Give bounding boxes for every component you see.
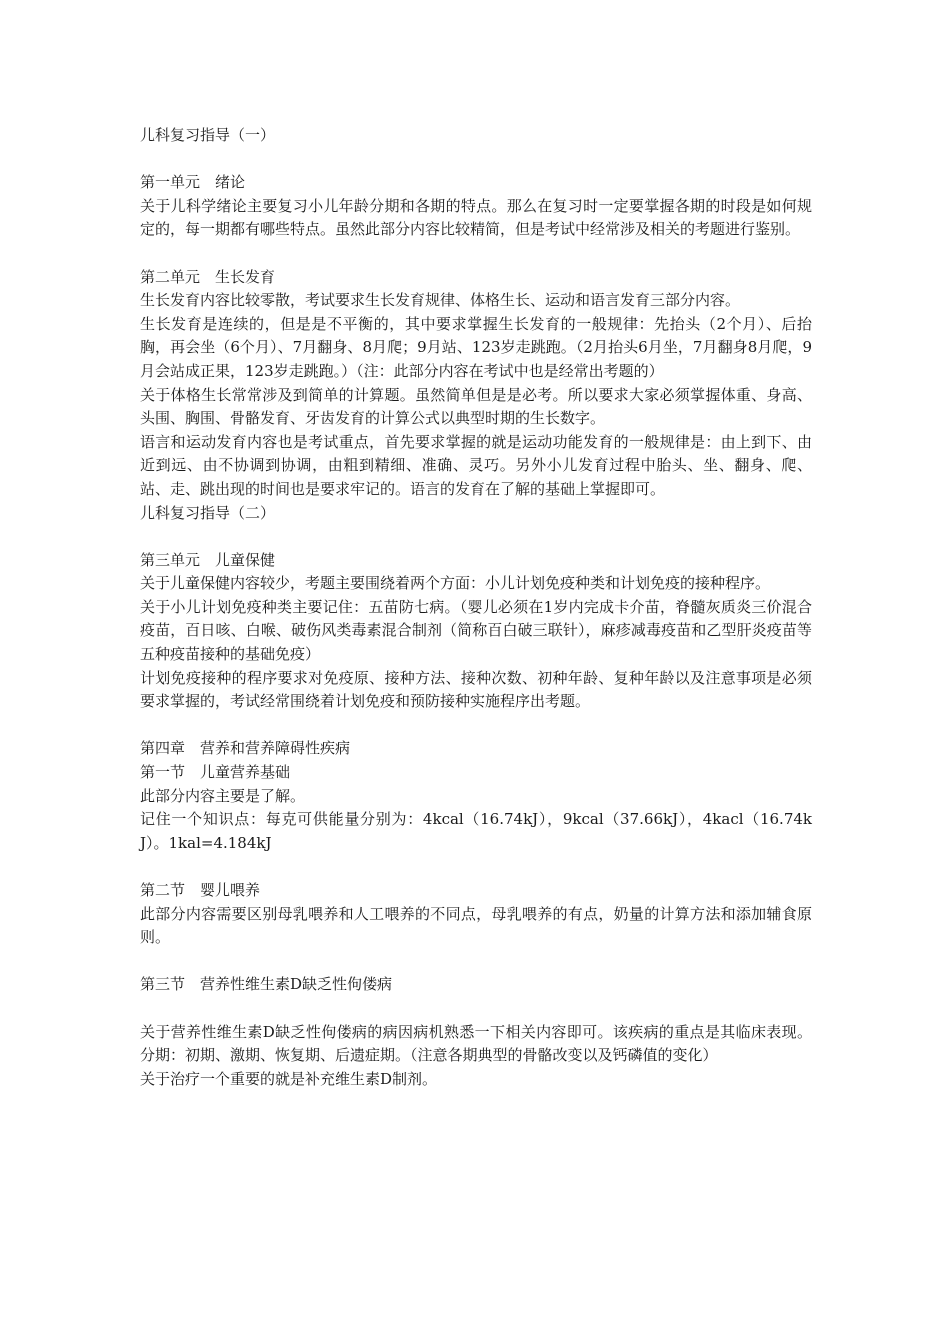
unit2-heading: 第二单元 生长发育 (140, 267, 276, 286)
unit3-heading: 第三单元 儿童保健 (140, 550, 276, 569)
spacer (140, 997, 812, 1021)
unit2-paragraph-3: 关于体格生长常常涉及到简单的计算题。虽然简单但是是必考。所以要求大家必须掌握体重、身高、头围、胸围、骨骼发育、牙齿发育的计算公式以典型时期的生长数字。 (140, 385, 812, 428)
section2-paragraph-1: 此部分内容需要区别母乳喂养和人工喂养的不同点，母乳喂养的有点，奶量的计算方法和添加辅食原则。 (140, 904, 812, 947)
section3-paragraph-2: 关于治疗一个重要的就是补充维生素D制剂。 (140, 1069, 438, 1088)
unit3-paragraph-3: 计划免疫接种的程序要求对免疫原、接种方法、接种次数、初种年龄、复种年龄以及注意事项是必须要求掌握的，考试经常围绕着计划免疫和预防接种实施程序出考题。 (140, 668, 812, 711)
doc-title-2: 儿科复习指导（二） (140, 503, 276, 522)
unit3-paragraph-2: 关于小儿计划免疫种类主要记住：五苗防七病。（婴儿必须在1岁内完成卡介苗，脊髓灰质炎三价混合疫苗，百日咳、白喉、破伤风类毒素混合制剂（简称百白破三联针），麻疹减毒疫苗和乙型肝炎疫苗等五种疫苗接种的基础免疫） (140, 597, 812, 664)
spacer (140, 855, 812, 879)
section1-paragraph-1: 此部分内容主要是了解。 (140, 786, 306, 805)
spacer (140, 242, 812, 266)
section1-heading: 第一节 儿童营养基础 (140, 763, 291, 782)
unit2-paragraph-2: 生长发育是连续的，但是是不平衡的，其中要求掌握生长发育的一般规律：先抬头（2个月）、后抬胸，再会坐（6个月）、7月翻身、8月爬；9月站、123岁走跳跑。（2月抬头6月坐，7月翻身8月爬，9月会站成正果，123岁走跳跑。）（注：此部分内容在考试中也是经常出考题的） (140, 314, 812, 380)
spacer (140, 950, 812, 974)
spacer (140, 525, 812, 549)
unit3-paragraph-1: 关于儿童保健内容较少，考题主要围绕着两个方面：小儿计划免疫种类和计划免疫的接种程序。 (140, 574, 771, 593)
unit2-paragraph-4: 语言和运动发育内容也是考试重点，首先要求掌握的就是运动功能发育的一般规律是：由上到下、由近到远、由不协调到协调，由粗到精细、准确、灵巧。另外小儿发育过程中胎头、坐、翻身、爬、站、走、跳出现的时间也是要求牢记的。语言的发育在了解的基础上掌握即可。 (140, 432, 812, 498)
section3-heading: 第三节 营养性维生素D缺乏性佝偻病 (140, 975, 393, 994)
unit1-paragraph-1: 关于儿科学绪论主要复习小儿年龄分期和各期的特点。那么在复习时一定要掌握各期的时段是如何规定的，每一期都有哪些特点。虽然此部分内容比较精简，但是考试中经常涉及相关的考题进行鉴别。 (140, 196, 812, 239)
chapter4-heading: 第四章 营养和营养障碍性疾病 (140, 739, 351, 758)
doc-title-1: 儿科复习指导（一） (140, 126, 276, 144)
unit1-heading: 第一单元 绪论 (140, 173, 246, 192)
document-page (140, 124, 812, 1091)
section2-heading: 第二节 婴儿喂养 (140, 881, 261, 899)
section3-paragraph-1: 关于营养性维生素D缺乏性佝偻病的病因病机熟悉一下相关内容即可。该疾病的重点是其临床表现。分期：初期、激期、恢复期、后遗症期。（注意各期典型的骨骼改变以及钙磷值的变化） (140, 1022, 812, 1065)
section1-paragraph-2: 记住一个知识点：每克可供能量分别为：4kcal（16.74kJ），9kcal（37.66kJ），4kacl（16.74kJ）。1kal=4.184kJ (140, 810, 812, 852)
spacer (140, 714, 812, 738)
unit2-paragraph-1: 生长发育内容比较零散，考试要求生长发育规律、体格生长、运动和语言发育三部分内容。 (140, 291, 741, 310)
spacer (140, 148, 812, 172)
